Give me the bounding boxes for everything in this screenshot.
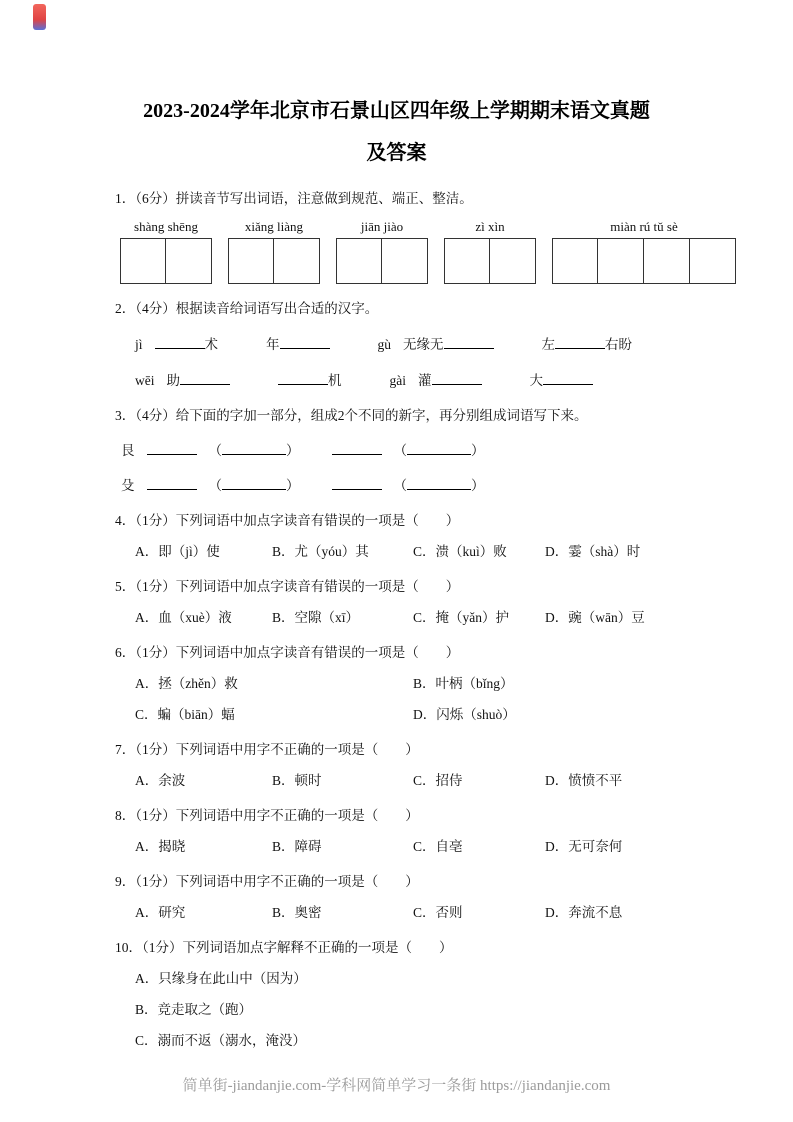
option-c: C．招侍: [413, 773, 463, 788]
writing-box: [166, 238, 212, 284]
paren-open: （: [393, 478, 407, 493]
answer-blank: [543, 369, 593, 385]
pinyin-label: gù: [377, 337, 392, 352]
option-b: B．空隙（xī）: [272, 610, 360, 625]
page-title: [0, 90, 793, 174]
option-d: D．闪烁（shuò）: [413, 707, 516, 722]
option-c: C．自亳: [413, 839, 463, 854]
corner-bookmark-icon: [33, 4, 46, 30]
writing-box-group: [336, 238, 428, 284]
title-line-2: 及答案: [366, 142, 427, 164]
pinyin-label: gài: [389, 373, 406, 388]
writing-box: [228, 238, 274, 284]
option-c: C．溺而不返（溺水，淹没）: [135, 1033, 307, 1048]
option-b: B．竞走取之（跑）: [135, 1002, 253, 1017]
answer-blank: [155, 333, 205, 349]
word-part: 灌: [418, 373, 432, 388]
paren-open: （: [208, 478, 222, 493]
fill-item: [135, 369, 230, 391]
question-2: [115, 299, 743, 391]
q2-row-2: [115, 369, 743, 391]
q4-options: [115, 542, 743, 562]
option-c: C．蝙（biān）蝠: [135, 707, 235, 722]
question-3: [115, 406, 743, 496]
word-answer-slot: [394, 474, 485, 496]
option-a: A．血（xuè）液: [135, 610, 232, 625]
option-c: C．溃（kuì）败: [413, 544, 507, 559]
paren-open: （: [208, 443, 222, 458]
word-part: 大: [529, 373, 543, 388]
paren-close: ）: [471, 478, 485, 493]
paren-close: ）: [286, 478, 300, 493]
question-9-stem: 9．（1分）下列词语中用字不正确的一项是（ ）: [115, 874, 419, 889]
q1-group-1: [120, 218, 212, 284]
question-9: [115, 872, 743, 923]
fill-item: [135, 333, 218, 355]
pinyin-label: jì: [135, 337, 143, 352]
option-a: A．揭晓: [135, 839, 186, 854]
word-answer-slot: [394, 439, 485, 461]
writing-box: [690, 238, 736, 284]
writing-box: [490, 238, 536, 284]
q1-group-4: [444, 218, 536, 284]
pinyin-label: miàn rú tǔ sè: [610, 219, 678, 234]
answer-blank: [407, 474, 471, 490]
fill-item: [266, 333, 330, 355]
pinyin-label: wēi: [135, 373, 155, 388]
page-footer: 简单街-jiandanjie.com-学科网简单学习一条街 https://jiandanjie.com: [182, 1078, 611, 1094]
option-a: A．研究: [135, 905, 186, 920]
option-d: D．无可奈何: [545, 839, 623, 854]
question-3-stem: 3．（4分）给下面的字加一部分，组成2个不同的新字，再分别组成词语写下来。: [115, 408, 588, 423]
answer-blank: [332, 439, 382, 455]
option-d: D．愤愤不平: [545, 773, 623, 788]
answer-blank: [147, 439, 197, 455]
fill-item: [378, 333, 494, 355]
title-line-1: 2023-2024学年北京市石景山区四年级上学期期末语文真题: [143, 100, 650, 122]
paren-close: ）: [286, 443, 300, 458]
option-a: A．即（jì）使: [135, 544, 220, 559]
option-b: B．障碍: [272, 839, 322, 854]
q7-options: [115, 771, 743, 791]
question-6: [115, 643, 743, 725]
q2-row-1: [115, 333, 743, 355]
answer-blank: [432, 369, 482, 385]
question-8-stem: 8．（1分）下列词语中用字不正确的一项是（ ）: [115, 808, 419, 823]
option-a: A．只缘身在此山中（因为）: [135, 971, 307, 986]
option-c: C．否则: [413, 905, 463, 920]
writing-box: [644, 238, 690, 284]
fill-item: [278, 369, 342, 391]
word-part: 助: [166, 373, 180, 388]
paren-close: ）: [471, 443, 485, 458]
writing-box-group: [120, 238, 212, 284]
option-b: B．奥密: [272, 905, 322, 920]
writing-box-group: [228, 238, 320, 284]
word-part: 年: [266, 337, 280, 352]
option-a: A．拯（zhěn）救: [135, 676, 238, 691]
question-4: [115, 511, 743, 562]
option-b: B．叶柄（bǐng）: [413, 676, 514, 691]
question-4-stem: 4．（1分）下列词语中加点字读音有错误的一项是（ ）: [115, 513, 460, 528]
fill-item: [530, 369, 594, 391]
writing-box: [444, 238, 490, 284]
fill-item: [542, 333, 633, 355]
writing-box: [274, 238, 320, 284]
pinyin-label: xiǎng liàng: [244, 219, 304, 234]
word-answer-slot: [209, 474, 300, 496]
base-character: 殳: [121, 478, 135, 493]
q3-row-2: [115, 474, 743, 496]
writing-box-group: [444, 238, 536, 284]
q1-group-2: [228, 218, 320, 284]
question-1: [115, 189, 743, 284]
question-5: [115, 577, 743, 628]
answer-blank: [280, 333, 330, 349]
pinyin-label: zì xìn: [475, 219, 505, 234]
writing-box: [598, 238, 644, 284]
pinyin-label: jiān jiào: [360, 219, 404, 234]
answer-blank: [222, 474, 286, 490]
q6-options: [115, 674, 743, 725]
answer-blank: [278, 369, 328, 385]
word-answer-slot: [209, 439, 300, 461]
option-b: B．顿时: [272, 773, 322, 788]
answer-blank: [555, 333, 605, 349]
option-c: C．掩（yǎn）护: [413, 610, 509, 625]
answer-blank: [444, 333, 494, 349]
word-part: 术: [204, 337, 219, 352]
base-character: 艮: [121, 443, 135, 458]
answer-blank: [332, 474, 382, 490]
writing-box: [552, 238, 598, 284]
word-part: 机: [328, 373, 342, 388]
question-10: [115, 938, 743, 1051]
answer-blank: [407, 439, 471, 455]
answer-blank: [222, 439, 286, 455]
q1-group-5: [552, 218, 736, 284]
writing-box-group: [552, 238, 736, 284]
question-10-stem: 10．（1分）下列词语加点字解释不正确的一项是（ ）: [115, 940, 453, 955]
word-part: 无缘无: [403, 337, 444, 352]
option-b: B．尤（yóu）其: [272, 544, 369, 559]
q3-row-1: [115, 439, 743, 461]
q5-options: [115, 608, 743, 628]
question-2-stem: 2．（4分）根据读音给词语写出合适的汉字。: [115, 301, 379, 316]
question-1-stem: 1．（6分）拼读音节写出词语，注意做到规范、端正、整洁。: [115, 191, 473, 206]
question-8: [115, 806, 743, 857]
q9-options: [115, 903, 743, 923]
word-part: 右盼: [605, 337, 633, 352]
option-d: D．豌（wān）豆: [545, 610, 645, 625]
q1-answer-area: [115, 218, 743, 284]
q1-group-3: [336, 218, 428, 284]
question-6-stem: 6．（1分）下列词语中加点字读音有错误的一项是（ ）: [115, 645, 460, 660]
pinyin-label: shàng shēng: [134, 219, 198, 234]
writing-box: [336, 238, 382, 284]
word-part: 左: [541, 337, 556, 352]
question-7-stem: 7．（1分）下列词语中用字不正确的一项是（ ）: [115, 742, 419, 757]
q8-options: [115, 837, 743, 857]
fill-item: [390, 369, 482, 391]
writing-box: [120, 238, 166, 284]
option-d: D．奔流不息: [545, 905, 623, 920]
answer-blank: [147, 474, 197, 490]
answer-blank: [180, 369, 230, 385]
writing-box: [382, 238, 428, 284]
option-a: A．余波: [135, 773, 186, 788]
question-7: [115, 740, 743, 791]
paren-open: （: [393, 443, 407, 458]
question-5-stem: 5．（1分）下列词语中加点字读音有错误的一项是（ ）: [115, 579, 460, 594]
option-d: D．霎（shà）时: [545, 544, 641, 559]
